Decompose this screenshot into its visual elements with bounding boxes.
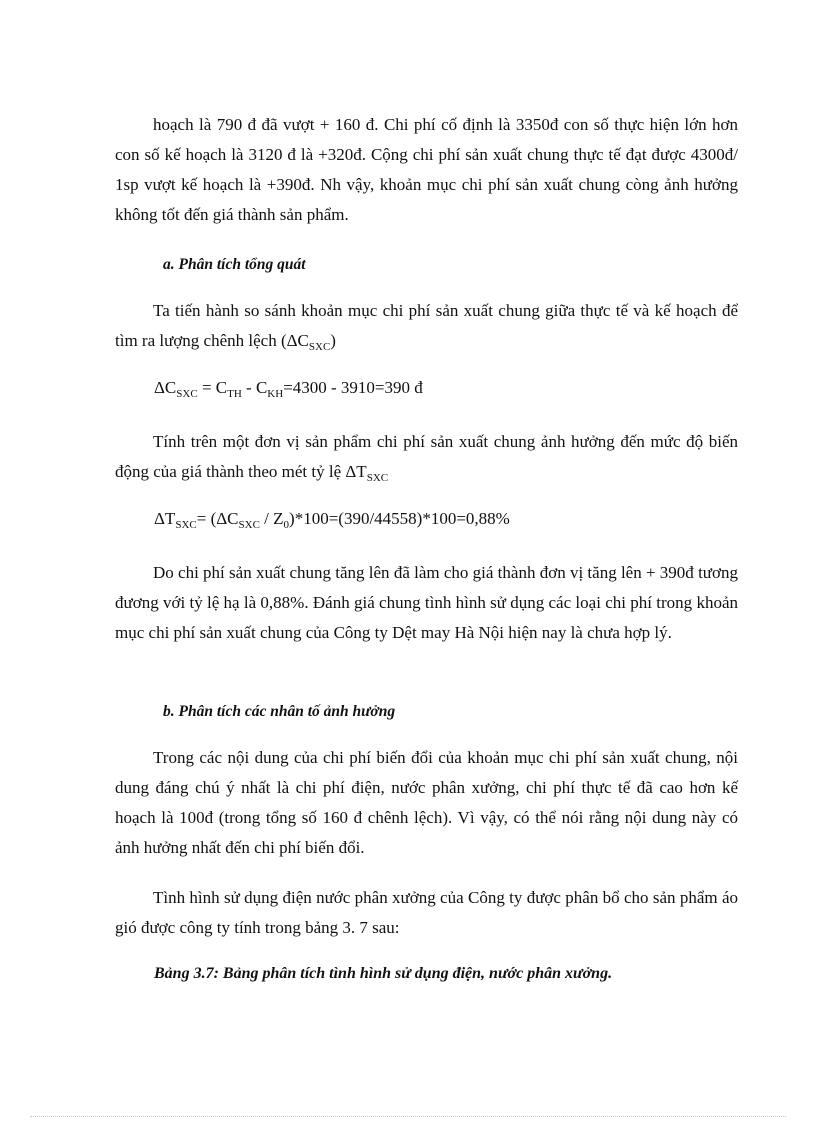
- paragraph-electricity-usage: Tình hình sử dụng điện nước phân xưởng của Công ty được phân bổ cho sản phẩm áo gió được công ty tính trong bảng 3. 7 sau:: [115, 888, 738, 937]
- heading-general-analysis: a. Phân tích tổng quát: [163, 256, 306, 273]
- formula-delta-csxc: $\Delta C_{SXC} = C_{TH} - C_{KH}=4300 - 3910=390$ đ: [154, 378, 423, 400]
- paragraph-conclusion: Do chi phí sản xuất chung tăng lên đã làm cho giá thành đơn vị tăng lên + 390đ tương đương với tỷ lệ hạ là 0,88%. Đánh giá chung tình hình sử dụng các loại chi phí trong khoản mục chi phí sản xuất chung của Công ty Dệt may Hà Nội hiện nay là chưa hợp lý.: [115, 563, 738, 642]
- paragraph-unit-effect: Tính trên một đơn vị sản phẩm chi phí sản xuất chung ảnh hưởng đến mức độ biến động của giá thành theo mét tỷ lệ $\Delta T_{SXC}$: [115, 432, 738, 484]
- page-bottom-divider: [30, 1116, 786, 1117]
- formula-delta-tsxc: $\Delta T_{SXC}= (\Delta C_{SXC} / Z_0)*100=(390/44558)*100=0,88\%$: [154, 509, 510, 531]
- paragraph-variable-costs: Trong các nội dung của chi phí biến đổi của khoản mục chi phí sản xuất chung, nội dung đáng chú ý nhất là chi phí điện, nước phân xưởng, chi phí thực tế đã cao hơn kế hoạch là 100đ (trong tổng số 160 đ chênh lệch). Vì vậy, có thể nói rằng nội dung này có ảnh hưởng nhất đến chi phí biến đổi.: [115, 748, 738, 857]
- heading-factor-analysis: b. Phân tích các nhân tố ảnh hưởng: [163, 703, 396, 720]
- paragraph-compare-plan: Ta tiến hành so sánh khoản mục chi phí sản xuất chung giữa thực tế và kế hoạch để tìm ra lượng chênh lệch $(\Delta C_{SXC})$: [115, 301, 738, 353]
- paragraph-cost-summary: hoạch là 790 đ đã vượt + 160 đ. Chi phí cố định là 3350đ con số thực hiện lớn hơn con số kế hoạch là 3120 đ là +320đ. Cộng chi phí sản xuất chung thực tế đạt được 4300đ/ 1sp vượt kế hoạch là +390đ. Nh vậy, khoản mục chi phí sản xuất chung còng ảnh hưởng không tốt đến giá thành sản phẩm.: [115, 115, 738, 224]
- table-caption: Bảng 3.7: Bảng phân tích tình hình sử dụng điện, nước phân xưởng.: [154, 965, 613, 982]
